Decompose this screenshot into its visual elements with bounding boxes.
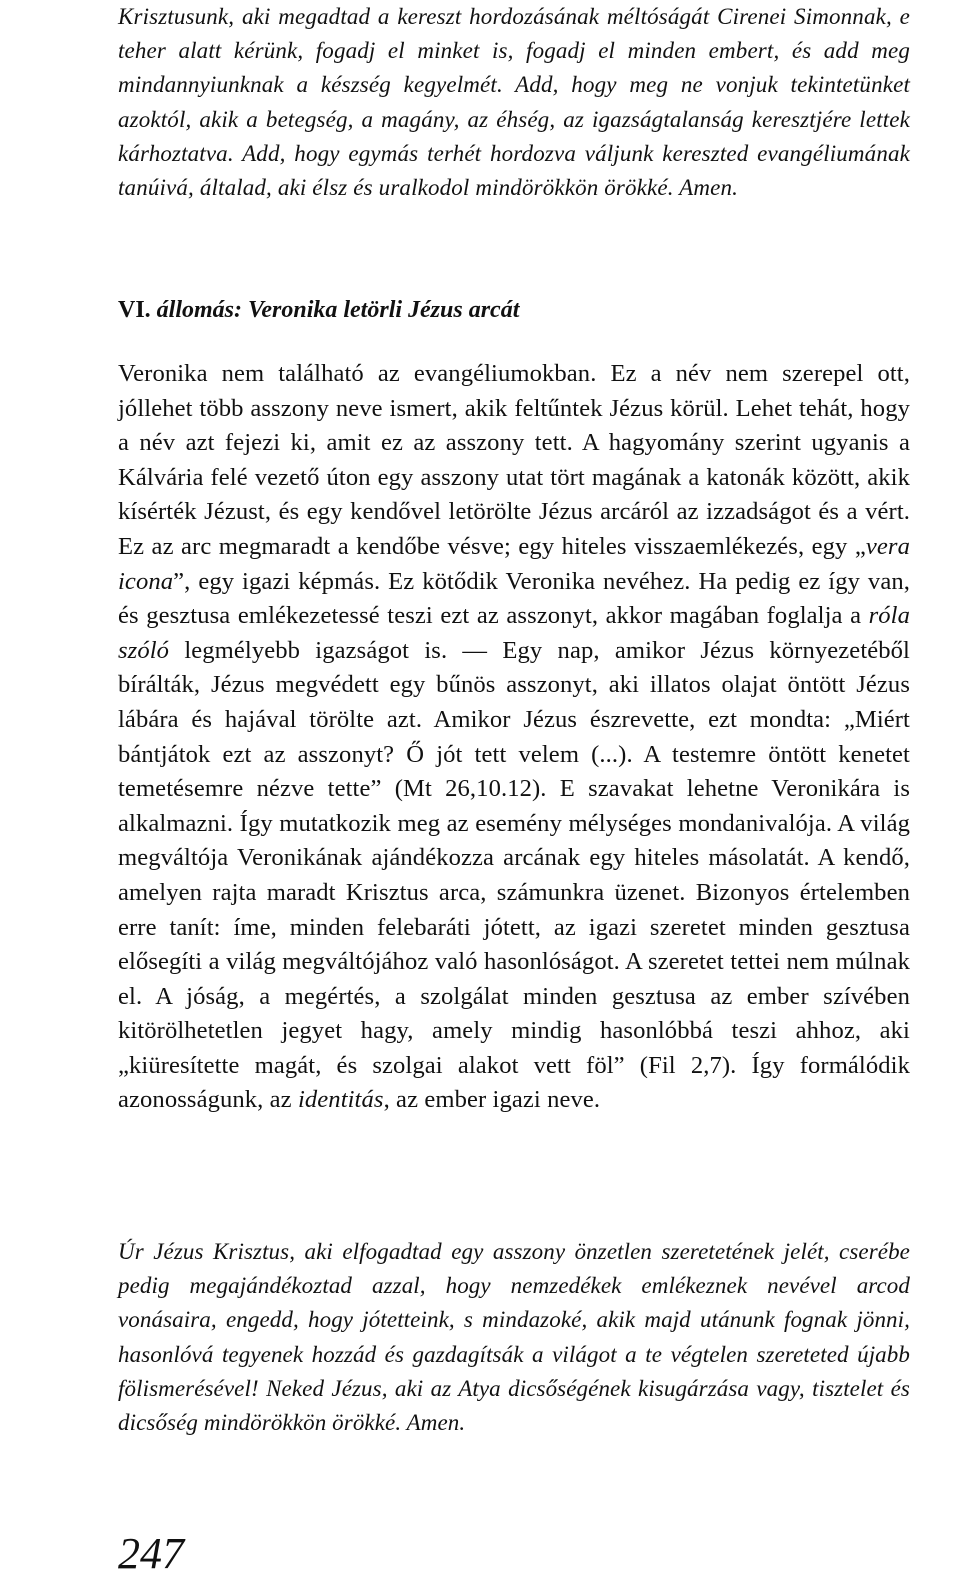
body-text-part-3: legmélyebb igazságot is. — Egy nap, amikor Jézus környezetéből bírálták, Jézus megvédett egy bűnös asszonyt, aki illatos olajat öntött Jézus lábára és hajával törölte azt. Amikor Jézus észrevette, ezt mondta: „Miért bántjátok ezt az asszonyt? Ő jót tett velem (...). A testemre öntött kenetet temetésemre nézve tette” (Mt 26,10.12). E szavakat lehetne Veronikára is alkalmazni. Így mutatkozik meg az esemény mélységes mondanivalója. A világ megváltója Veronikának ajándékozza arcának egy hiteles másolatát. A kendő, amelyen rajta maradt Krisztus arca, számunkra üzenet. Bizonyos értelemben erre tanít: íme, minden felebaráti jótett, az igazi szeretet minden gesztusa elősegíti a világ megváltójához való hasonlóságot. A szeretet tettei nem múlnak el. A jóság, a megértés, a szolgálat minden gesztusa az ember szívében kitörölhetetlen jegyet hagy, amely mindig hasonlóbbá teszi ahhoz, aki „kiüresítette magát, és szolgai alakot vett föl” (Fil 2,7). Így formálódik azonosságunk, az [118, 636, 910, 1114]
opening-prayer-paragraph: Krisztusunk, aki megadtad a kereszt hordozásának méltóságát Cirenei Simonnak, e teher alatt kérünk, fogadj el minket is, fogadj el minden embert, és add meg mindannyiunknak a készség kegyelmét. Add, hogy meg ne vonjuk tekintetünket azoktól, akik a betegség, a magány, az éhség, az igazságtalanság keresztjére lettek kárhoztatva. Add, hogy egymás terhét hordozva váljunk kereszted evangéliumának tanúivá, általad, aki élsz és uralkodol mindörökkön örökké. Amen. [118, 4, 910, 201]
identitas-emphasis: identitás [297, 1086, 384, 1114]
body-text-part-1: Veronika nem található az evangéliumokban. Ez a név nem szerepel ott, jóllehet több asszony neve ismert, akik feltűntek Jézus körül. Lehet tehát, hogy a név azt fejezi ki, amit ez az asszony tett. A hagyomány szerint ugyanis a Kálvária felé vezető úton egy asszony utat tört magának a katonák között, akik kísérték Jézust, és egy kendővel letörölte Jézus arcáról az izzadságot és a vért. Ez az arc megmaradt a kendőbe vésve; egy hiteles visszaemlékezés, egy „ [118, 360, 910, 560]
station-number: VI. [118, 297, 151, 323]
body-text-part-4: , az ember igazi neve. [383, 1086, 601, 1114]
vera-icona-emphasis: vera icona [118, 532, 910, 595]
closing-prayer-paragraph: Úr Jézus Krisztus, aki elfogadtad egy asszony önzetlen szeretetének jelét, cserébe pedig megajándékoztad azzal, hogy nemzedékek emlékeznek nevével arcod vonásaira, engedd, hogy jótetteink, s mindazoké, akik majd utánunk fognak jönni, hasonlóvá tegyenek hozzád és gazdagítsák a világot a te végtelen szereteted újabb fölismerésével! Neked Jézus, aki az Atya dicsőségének kisugárzása vagy, tisztelet és dicsőség mindörökkön örökké. Amen. [118, 1239, 910, 1436]
page-number: 247 [118, 1529, 184, 1578]
rola-szolo-emphasis: róla szóló [118, 602, 910, 664]
station-heading [118, 294, 910, 326]
body-paragraph [118, 357, 910, 1118]
station-title: állomás: Veronika letörli Jézus arcát [156, 297, 520, 323]
body-text-part-2: ”, egy igazi képmás. Ez kötődik Veronika nevéhez. Ha pedig ez így van, és gesztusa emlékezetessé teszi ezt az asszonyt, akkor magában foglalja a [118, 567, 910, 630]
